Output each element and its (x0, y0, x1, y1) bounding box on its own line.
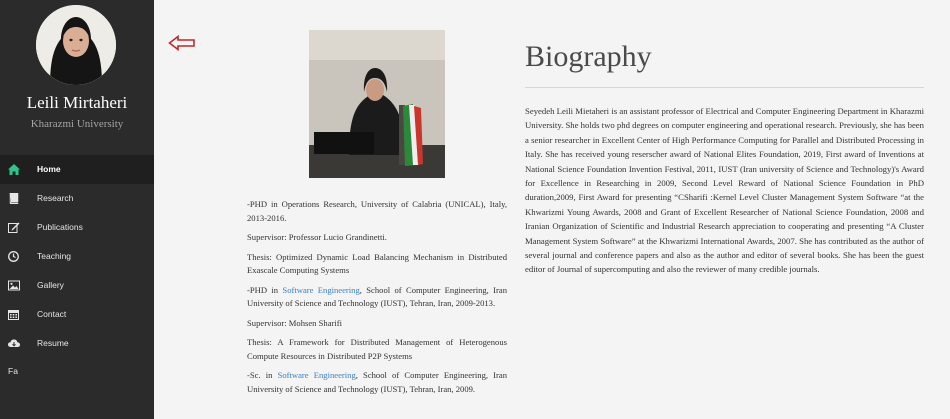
menu-label: Gallery (37, 280, 64, 290)
education-phd1-thesis: Thesis: Optimized Dynamic Load Balancing Mechanism in Distributed Exascale Computing Systems (247, 251, 507, 275)
menu-item-publications[interactable] (0, 213, 154, 242)
menu-label: Contact (37, 309, 67, 319)
biography-title: Biography (525, 40, 652, 73)
education-phd2-prefix: -PHD in (247, 284, 283, 295)
education-phd2-supervisor: Supervisor: Mohsen Sharifi (247, 317, 343, 328)
education-phd2-suffix: , School of Computer Engineering, Iran University of Science and Technology (IUST), Tehran, Iran, 2009-2013. (247, 284, 507, 308)
software-engineering-link[interactable]: Software Engineering (282, 284, 360, 295)
home-icon (8, 164, 20, 175)
education-msc (247, 369, 507, 396)
image-icon (8, 280, 20, 291)
profile-name: Leili Mirtaheri (26, 93, 128, 112)
menu-item-home[interactable] (0, 155, 154, 184)
language-link[interactable]: Fa (8, 366, 18, 376)
education-msc-suffix: , School of Computer Engineering, Iran University of Science and Technology (IUST), Tehran, Iran, 2009. (247, 370, 507, 394)
main-menu (0, 155, 154, 358)
menu-item-resume[interactable] (0, 329, 154, 358)
biography-divider (525, 87, 924, 88)
menu-label: Research (37, 193, 74, 203)
menu-item-contact[interactable] (0, 300, 154, 329)
calendar-icon (8, 309, 20, 320)
menu-item-gallery[interactable] (0, 271, 154, 300)
profile-affiliation: Kharazmi University (30, 118, 124, 130)
education-phd2-thesis: Thesis: A Framework for Distributed Management of Heterogenous Compute Resources in Distributed P2P Systems (247, 337, 507, 361)
profile-photo (309, 30, 445, 178)
education-phd2 (247, 284, 507, 311)
menu-item-research[interactable] (0, 184, 154, 213)
clock-icon (8, 251, 20, 262)
edit-icon (8, 222, 20, 233)
menu-label: Home (37, 164, 61, 174)
biography-text: Seyedeh Leili Mietaheri is an assistant professor of Electrical and Computer Engineering Department in Kharazmi University. She holds two phd degrees on computer engineering and operational research. Previously, she has been a senior researcher in Excellent Center of High Performance Computing for Parallel and Distributed Processing in Italy. She has received young reserscher award of National Elites Foundation, 2019, First award of Inventions at National Science Foundation Invention Festival, 2011, IUST (Iran university of Science and Technology)'s Award for Excellence in Researching in 2009, Second Level Reward of National Science Foundation in PhD duration,2009, First Award for presenting “CSharifi :Kernel Level Cluster Management System Software “at the Khwarizmi Young Awards, 2008 and Grant of Excellent Researcher of National Science Foundation, 2008 and Iranian Organization of Scientific and Industrial Research appreciation to cooperating and presenting “A Cluster Management System Software” at the Khwarizmi International Awards, 2007. She has contributed as the author of several journal and conference papers and also as the author and editor of several books. She has been the guest editor of Journal of supercomputing and also the reviewer of many credible journals. (525, 106, 924, 275)
education-phd1: -PHD in Operations Research, University of Calabria (UNICAL), Italy, 2013-2016. (247, 199, 507, 223)
avatar[interactable] (36, 5, 116, 85)
sidebar (0, 0, 154, 419)
menu-label: Teaching (37, 251, 72, 261)
menu-label: Publications (37, 222, 83, 232)
back-arrow-icon[interactable] (168, 35, 196, 51)
menu-label: Resume (37, 338, 69, 348)
book-icon (8, 193, 20, 204)
education-phd1-supervisor: Supervisor: Professor Lucio Grandinetti. (247, 232, 387, 242)
software-engineering-link[interactable]: Software Engineering (277, 370, 356, 380)
education-section (247, 198, 507, 402)
menu-item-teaching[interactable] (0, 242, 154, 271)
education-msc-prefix: -Sc. in (247, 370, 278, 380)
cloud-download-icon (8, 338, 20, 349)
